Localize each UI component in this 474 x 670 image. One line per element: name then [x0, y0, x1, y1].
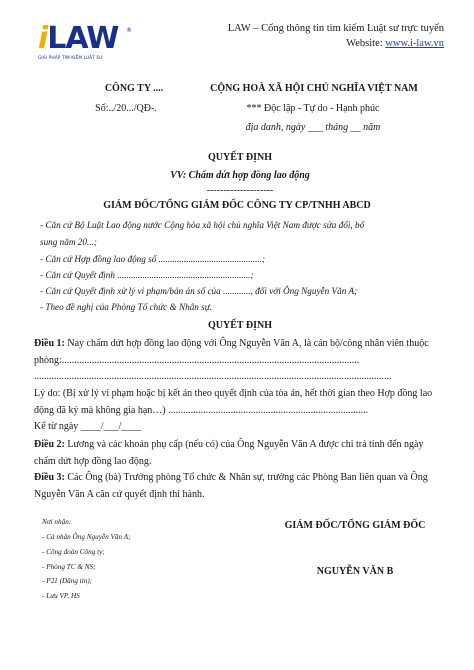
logo-wordmark: iLAW: [38, 21, 119, 56]
effective-date: Kể từ ngày ____/___/____: [34, 421, 142, 433]
decision-subject: VV: Chấm dứt hợp đồng lao động: [170, 170, 310, 181]
article-3: Điều 3: Các Ông (bà) Trưởng phòng Tổ chức & Nhân sự, trưởng các Phòng Ban liên quan và Ông Nguyễn Văn A căn cứ quyết định thi hành.: [34, 472, 428, 500]
basis-item: sung năm 20...;: [40, 237, 97, 247]
website-link[interactable]: www.i-law.vn: [385, 38, 444, 49]
ilaw-logo: [38, 23, 130, 65]
registered-mark: ®: [126, 27, 132, 34]
recipients-heading: Nơi nhận:: [42, 518, 72, 526]
document-number: Số:../20.../QĐ-.: [95, 103, 157, 114]
logo-tagline: GIẢI PHÁP TÌM KIẾM LUẬT SƯ: [38, 56, 103, 61]
recipient-item: - P21 (Đăng tin);: [42, 577, 93, 585]
article-label: Điều 1:: [34, 338, 65, 349]
article-label: Điều 2:: [34, 439, 65, 450]
basis-item: - Căn cứ Bộ Luật Lao động nước Cộng hòa xã hội chủ nghĩa Việt Nam được sửa đổi, bổ: [40, 220, 365, 230]
national-motto: *** Độc lập - Tự do - Hạnh phúc: [246, 103, 380, 114]
article-1: Điều 1: Nay chấm dứt hợp đồng lao động với Ông Nguyễn Văn A, là cán bộ/công nhân viên thuộc phòng:....................................................................................................................... ...............................................................................................................................................: [34, 338, 429, 383]
divider: --------------------: [206, 185, 274, 196]
basis-item: - Theo đề nghị của Phòng Tổ chức & Nhân sự.: [40, 302, 213, 312]
reason-paragraph: Lý do: (Bị xử lý vi phạm hoặc bị kết án theo quyết định của tòa án, hết thời gian theo Hợp đồng lao động đã ký mà không gia hạn…) ................................................................................ Kể từ ngày ____/___/____: [34, 386, 439, 436]
recipient-item: - Phòng TC & NS;: [42, 563, 96, 571]
signer-name: NGUYỄN VĂN B: [316, 566, 394, 577]
basis-item: - Căn cứ Quyết định xử lý vi phạm/bản án số của ............, đối với Ông Nguyễn Văn A;: [40, 286, 358, 296]
recipient-item: - Cá nhân Ông Nguyễn Văn A;: [42, 533, 131, 541]
authority-title: GIÁM ĐỐC/TỔNG GIÁM ĐỐC CÔNG TY CP/TNHH ABCD: [103, 200, 371, 211]
basis-item: - Căn cứ Quyết định ..........................................................;: [40, 270, 254, 280]
decision-heading: QUYẾT ĐỊNH: [208, 152, 272, 163]
decides-heading: QUYẾT ĐỊNH: [208, 320, 272, 331]
site-website: [346, 38, 444, 49]
article-2: Điều 2: Lương và các khoản phụ cấp (nếu có) của Ông Nguyễn Văn A được chi trả tính đến ngày chấm dứt hợp đồng lao động.: [34, 439, 424, 467]
website-label: Website:: [346, 38, 383, 49]
recipient-item: - Lưu VP, HS: [42, 592, 80, 600]
company-name: CÔNG TY ....: [104, 83, 164, 94]
national-title: CỘNG HOÀ XÃ HỘI CHỦ NGHĨA VIỆT NAM: [210, 83, 418, 94]
site-title: LAW – Cổng thông tin tìm kiếm Luật sư trực tuyến: [227, 23, 444, 34]
place-date: địa danh, ngày ___ tháng __ năm: [245, 122, 381, 133]
article-label: Điều 3:: [34, 472, 65, 483]
recipient-item: - Công đoàn Công ty;: [42, 548, 105, 556]
basis-item: - Căn cứ Hợp đồng lao động số .............................................;: [40, 254, 266, 264]
signature-title: GIÁM ĐỐC/TỔNG GIÁM ĐỐC: [284, 520, 426, 531]
